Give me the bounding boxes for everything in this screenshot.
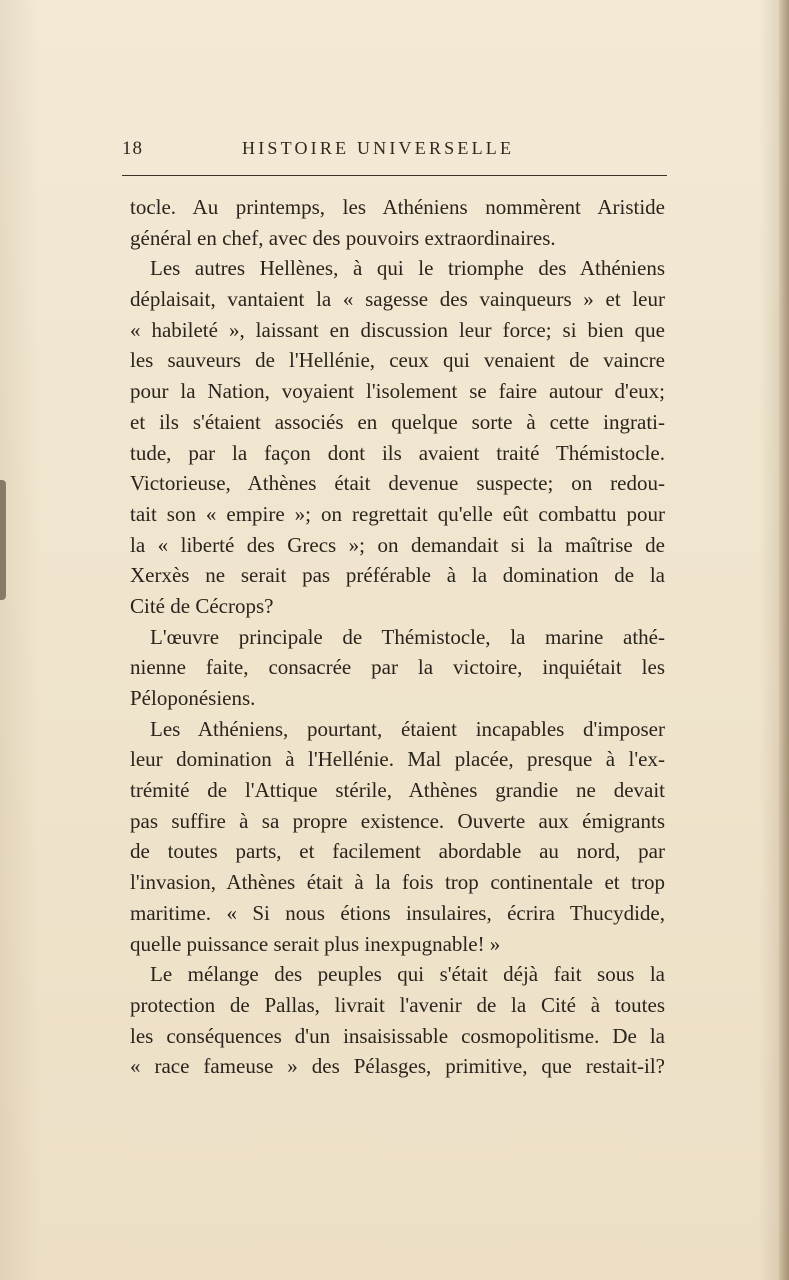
text-line: tait son « empire »; on regrettait qu'elle eût combattu pour <box>130 501 665 526</box>
text-line: Le mélange des peuples qui s'était déjà fait sous la <box>150 962 665 987</box>
header-rule <box>122 175 667 176</box>
text-line: L'œuvre principale de Thémistocle, la marine athé- <box>150 624 665 649</box>
text-line: leur domination à l'Hellénie. Mal placée, presque à l'ex- <box>130 747 665 772</box>
text-line: « race fameuse » des Pélasges, primitive, que restait-il? <box>130 1054 665 1079</box>
running-title: HISTOIRE UNIVERSELLE <box>242 138 515 158</box>
text-line: la « liberté des Grecs »; on demandait si la maîtrise de <box>130 532 665 557</box>
page-number: 18 <box>122 138 143 159</box>
text-line: Cité de Cécrops? <box>130 593 274 618</box>
text-line: Victorieuse, Athènes était devenue suspecte; on redou- <box>130 471 665 496</box>
text-line: de toutes parts, et facilement abordable au nord, par <box>130 839 665 864</box>
text-line: tocle. Au printemps, les Athéniens nommèrent Aristide <box>130 195 665 219</box>
text-line: tude, par la façon dont ils avaient traité Thémistocle. <box>130 440 665 465</box>
text-line: Les Athéniens, pourtant, étaient incapables d'imposer <box>150 716 665 741</box>
binding-shadow <box>0 480 6 600</box>
text-line: Les autres Hellènes, à qui le triomphe des Athéniens <box>150 256 665 281</box>
text-line: protection de Pallas, livrait l'avenir de la Cité à toutes <box>130 992 665 1017</box>
body-text <box>130 192 665 1082</box>
text-line: pas suffire à sa propre existence. Ouverte aux émigrants <box>130 808 665 833</box>
running-head <box>122 138 667 166</box>
text-line: l'invasion, Athènes était à la fois trop continentale et trop <box>130 870 665 895</box>
text-line: les sauveurs de l'Hellénie, ceux qui venaient de vaincre <box>130 348 665 373</box>
page-edge-shadow <box>779 0 789 1280</box>
text-line: maritime. « Si nous étions insulaires, écrira Thucydide, <box>130 900 665 925</box>
text-line: déplaisait, vantaient la « sagesse des vainqueurs » et leur <box>130 287 665 312</box>
text-line: « habileté », laissant en discussion leur force; si bien que <box>130 317 665 342</box>
text-line: nienne faite, consacrée par la victoire, inquiétait les <box>130 655 665 680</box>
text-line: et ils s'étaient associés en quelque sorte à cette ingrati- <box>130 409 665 434</box>
text-line: général en chef, avec des pouvoirs extraordinaires. <box>130 225 556 250</box>
text-line: trémité de l'Attique stérile, Athènes grandie ne devait <box>130 778 665 803</box>
text-line: les conséquences d'un insaisissable cosmopolitisme. De la <box>130 1023 665 1048</box>
text-line: pour la Nation, voyaient l'isolement se faire autour d'eux; <box>130 379 665 404</box>
text-line: Xerxès ne serait pas préférable à la domination de la <box>130 563 665 588</box>
text-line: Péloponésiens. <box>130 686 256 710</box>
text-line: quelle puissance serait plus inexpugnable! » <box>130 931 501 956</box>
